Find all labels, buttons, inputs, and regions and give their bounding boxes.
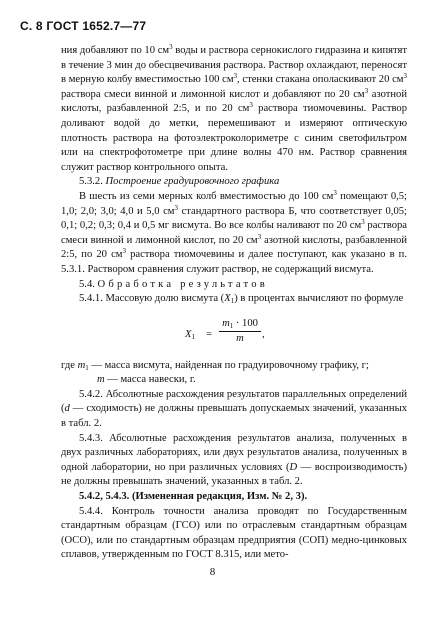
- section-5-4-3-text: 5.4.3. Абсолютные расхождения результатов анализа, полученных в двух различных лабораториях, или двух результатов анализа, полученных в одной лаборатории, но при различных условиях (D — воспроизводимость) не должны превышать значений, указанных в табл. 2.: [61, 432, 408, 488]
- formula-denominator: m: [236, 332, 244, 344]
- variable-definition-m: m — масса навески, г.: [97, 374, 196, 386]
- formula-comma: ,: [262, 328, 265, 340]
- section-5-4-heading: 5.4. Обработка результатов: [79, 278, 268, 290]
- section-5-4-1-text: 5.4.1. Массовую долю висмута $(X_1)$ в процентах вычисляют по формуле: [79, 293, 404, 306]
- section-title: Обработка результатов: [97, 278, 268, 290]
- amendment-note: 5.4.2, 5.4.3. (Измененная редакция, Изм. № 2, 3).: [79, 491, 308, 503]
- section-title: Построение градуировочного графика: [105, 176, 280, 188]
- document-body: [61, 44, 407, 563]
- variable-definition-m1: где $m_1$ — масса висмута, найденная по градуировочному графику, г;: [61, 359, 369, 372]
- section-5-3-2-text: В шесть из семи мерных колб вместимостью до 100 $см^3$ помещают 0,5; 1,0; 2,0; 3,0; 4,0 и 5,0 $см^3$ стандартного раствора Б, что соответствует 0,05; 0,1; 0,2; 0,3; 0,4 и 0,5 мг висмута. Во все колбы наливают по 20 $см^3$ раствора смеси винной и лимонной кислот, по 20 $см^3$ азотной кислоты, разбавленной 2:5, по 20 $см^3$ раствора тиомочевины и далее поступают, как указано в п. 5.3.1. Раствором сравнения служит раствор, не содержащий висмута.: [61, 188, 408, 275]
- formula-equals: =: [206, 328, 212, 340]
- page-header: С. 8 ГОСТ 1652.7—77: [20, 19, 147, 33]
- formula-lhs: $X_1$: [185, 328, 195, 341]
- formula-fraction: [219, 317, 261, 346]
- section-5-4-2-text: 5.4.2. Абсолютные расхождения результатов параллельных определений (d — сходимость) не должны превышать допускаемых значений, указанных в табл. 2.: [61, 388, 407, 430]
- section-5-4-4-text: 5.4.4. Контроль точности анализа проводят по Государственным стандартным образцам (ГСО) или по отраслевым стандартным образцам (ОСО), или по стандартным образцам предприятия (СОП) медно-цинковых сплавов, утвержденным по ГОСТ 8.315, или мето-: [61, 505, 407, 561]
- page-number: 8: [209, 566, 216, 578]
- paragraph-continuation: ния добавляют по 10 $см^3$ воды и раствора сернокислого гидразина и кипятят в течение 3 мин до обесцвечивания раствора. Раствор охлаждают, переносят в мерную колбу вместимостью 100 $см^3$, стенки стакана ополаскивают 20 $см^3$ раствора смеси винной и лимонной кислот и добавляют по 20 $см^3$ азотной кислоты, разбавленной 2:5, и по 20 $см^3$ раствора тиомочевины. Раствор доливают водой до метки, перемешивают и измеряют оптическую плотность раствора на фотоэлектроколориметре с синим светофильтром или на спектрофотометре при длине волны 470 нм. Раствор сравнения служит раствор контрольного опыта.: [61, 43, 407, 173]
- formula: [61, 317, 407, 351]
- formula-numerator: $m_1 \cdot 100$: [219, 317, 261, 332]
- section-5-3-2-heading: 5.3.2. Построение градуировочного графика: [79, 176, 280, 188]
